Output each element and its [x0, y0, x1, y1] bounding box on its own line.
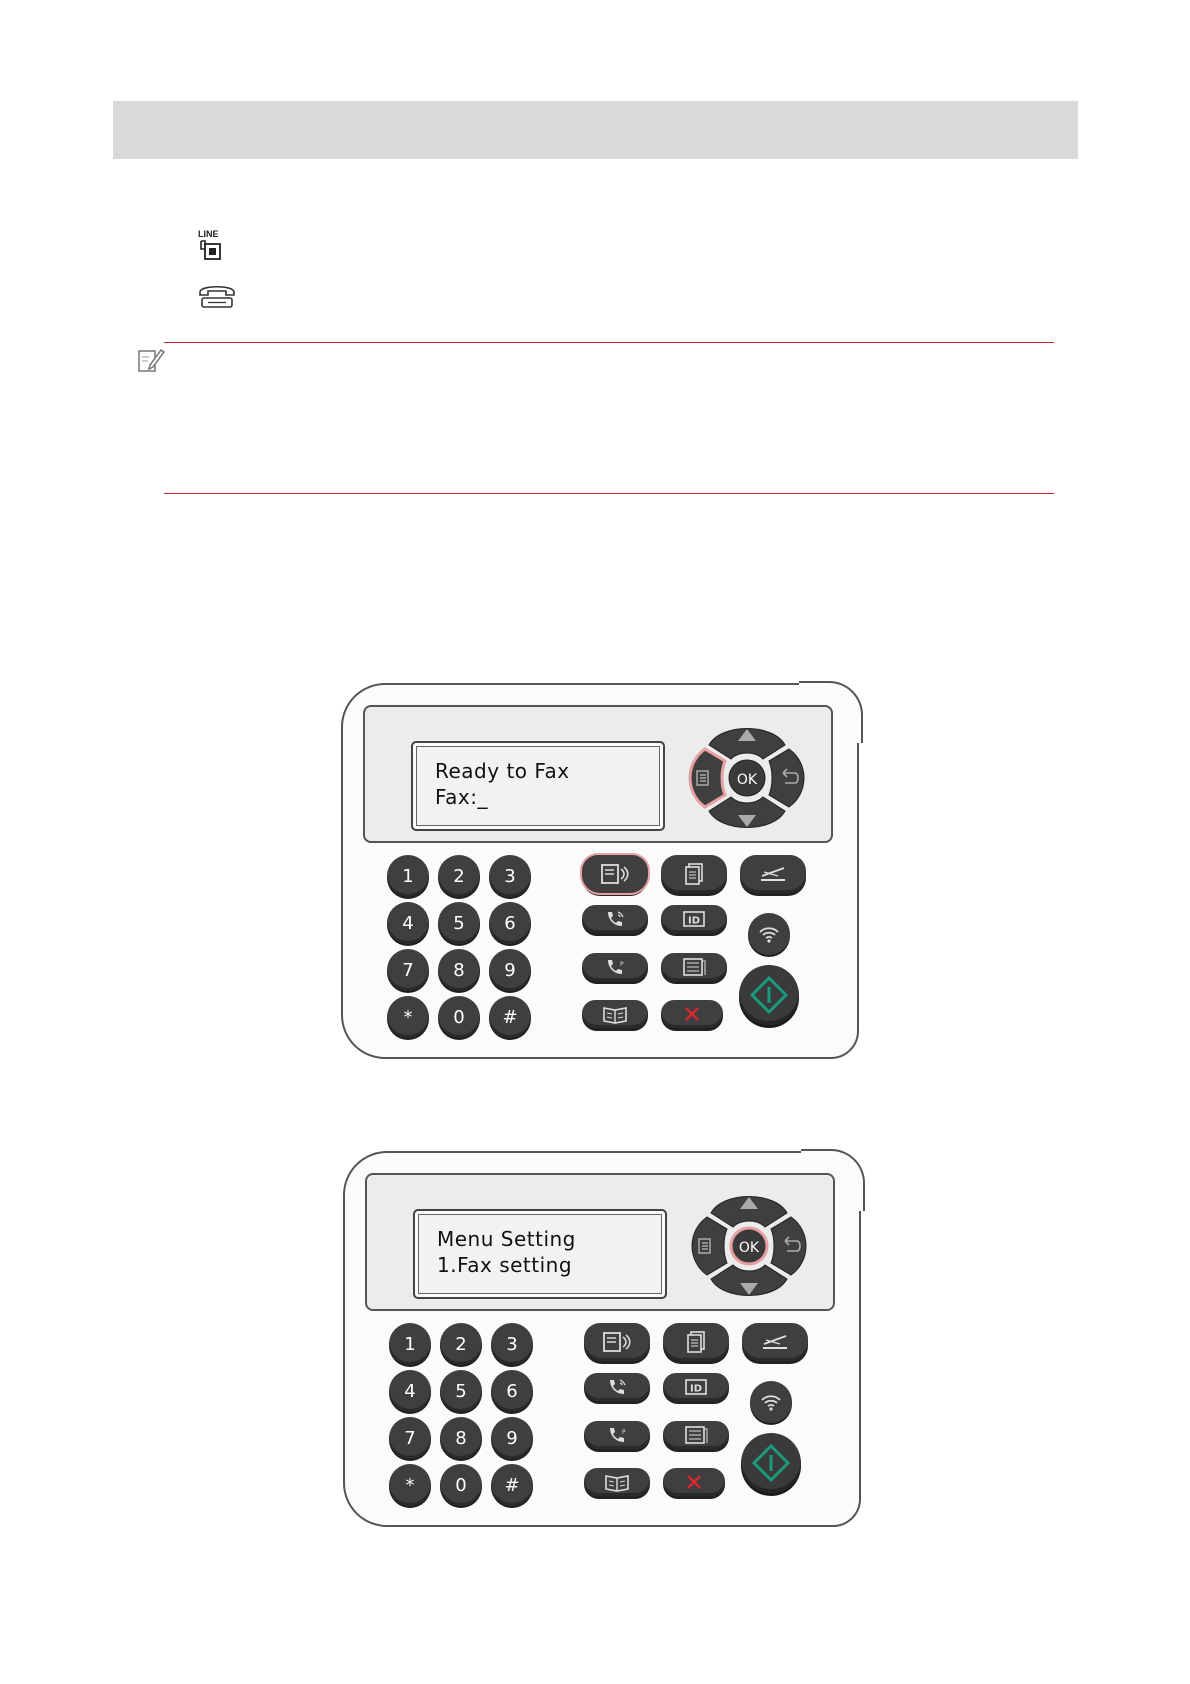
lcd-screen	[411, 741, 665, 831]
svg-text:ID: ID	[687, 915, 701, 927]
redial-pause-button[interactable]	[582, 953, 648, 981]
start-button[interactable]	[741, 1433, 801, 1493]
lcd-line-2: 1.Fax setting	[437, 1253, 573, 1277]
key-4[interactable]: 4	[387, 902, 429, 944]
key-3[interactable]: 3	[491, 1323, 533, 1365]
note-pencil-icon	[137, 347, 165, 375]
id-card-icon	[682, 910, 706, 928]
key-hash[interactable]: #	[489, 996, 531, 1038]
on-hook-dial-button[interactable]	[582, 905, 648, 933]
stacked-pages-icon	[683, 1425, 709, 1445]
key-0[interactable]: 0	[440, 1464, 482, 1506]
svg-text:ID: ID	[689, 1383, 703, 1395]
telephone-icon	[198, 283, 238, 309]
stacked-pages-icon	[681, 957, 707, 977]
key-0[interactable]: 0	[438, 996, 480, 1038]
scan-mode-button[interactable]	[740, 855, 806, 893]
key-5[interactable]: 5	[440, 1370, 482, 1412]
redial-pause-button[interactable]	[584, 1421, 650, 1449]
on-hook-dial-button[interactable]	[584, 1373, 650, 1401]
lcd-line-1: Ready to Fax	[435, 759, 570, 783]
fax-icon	[602, 1331, 632, 1353]
key-7[interactable]: 7	[389, 1417, 431, 1459]
id-card-icon	[684, 1378, 708, 1396]
key-hash[interactable]: #	[491, 1464, 533, 1506]
start-button[interactable]	[739, 965, 799, 1025]
scan-icon	[758, 864, 788, 884]
copy-icon	[685, 1330, 707, 1354]
note-bottom-rule	[164, 493, 1054, 494]
lcd-line-2: Fax:_	[435, 785, 488, 809]
key-1[interactable]: 1	[387, 855, 429, 897]
svg-text:P: P	[622, 1429, 626, 1436]
lcd-line-1: Menu Setting	[437, 1227, 576, 1251]
start-diamond-icon	[749, 975, 789, 1015]
key-star[interactable]: *	[389, 1464, 431, 1506]
address-book-button[interactable]	[582, 1000, 648, 1028]
address-book-icon	[604, 1472, 630, 1492]
key-8[interactable]: 8	[440, 1417, 482, 1459]
key-8[interactable]: 8	[438, 949, 480, 991]
lcd-screen	[413, 1209, 667, 1299]
redial-icon	[604, 957, 626, 977]
phone-handset-icon	[606, 1377, 628, 1397]
key-star[interactable]: *	[387, 996, 429, 1038]
svg-text:P: P	[620, 961, 624, 968]
wifi-button[interactable]	[750, 1381, 792, 1423]
phone-handset-icon	[604, 909, 626, 929]
cancel-stop-button[interactable]	[663, 1468, 725, 1496]
cancel-x-icon	[685, 1473, 703, 1491]
section-header-bar	[113, 101, 1078, 159]
copy-mode-button[interactable]	[663, 1323, 729, 1361]
scan-icon	[760, 1332, 790, 1352]
id-copy-button[interactable]	[661, 905, 727, 933]
key-9[interactable]: 9	[489, 949, 531, 991]
key-3[interactable]: 3	[489, 855, 531, 897]
navigation-cluster	[679, 715, 815, 841]
key-9[interactable]: 9	[491, 1417, 533, 1459]
multi-page-button[interactable]	[663, 1421, 729, 1449]
fax-mode-button[interactable]	[582, 855, 648, 893]
note-top-rule	[164, 342, 1054, 343]
address-book-icon	[602, 1004, 628, 1024]
key-2[interactable]: 2	[440, 1323, 482, 1365]
key-5[interactable]: 5	[438, 902, 480, 944]
line-icon-label: LINE	[198, 229, 219, 239]
redial-icon	[606, 1425, 628, 1445]
ok-label: OK	[738, 1240, 760, 1256]
copy-mode-button[interactable]	[661, 855, 727, 893]
control-panel-2	[343, 1151, 863, 1526]
start-diamond-icon	[751, 1443, 791, 1483]
cancel-stop-button[interactable]	[661, 1000, 723, 1028]
key-6[interactable]: 6	[491, 1370, 533, 1412]
multi-page-button[interactable]	[661, 953, 727, 981]
control-panel-1	[341, 683, 861, 1058]
ok-label: OK	[736, 772, 758, 788]
scan-mode-button[interactable]	[742, 1323, 808, 1361]
copy-icon	[683, 862, 705, 886]
fax-mode-button[interactable]	[584, 1323, 650, 1361]
wifi-button[interactable]	[748, 913, 790, 955]
key-4[interactable]: 4	[389, 1370, 431, 1412]
address-book-button[interactable]	[584, 1468, 650, 1496]
key-1[interactable]: 1	[389, 1323, 431, 1365]
cancel-x-icon	[683, 1005, 701, 1023]
line-port-icon	[198, 229, 230, 263]
key-6[interactable]: 6	[489, 902, 531, 944]
fax-icon	[600, 863, 630, 885]
key-7[interactable]: 7	[387, 949, 429, 991]
key-2[interactable]: 2	[438, 855, 480, 897]
wifi-icon	[759, 1392, 783, 1412]
id-copy-button[interactable]	[663, 1373, 729, 1401]
navigation-cluster	[681, 1183, 817, 1309]
wifi-icon	[757, 924, 781, 944]
